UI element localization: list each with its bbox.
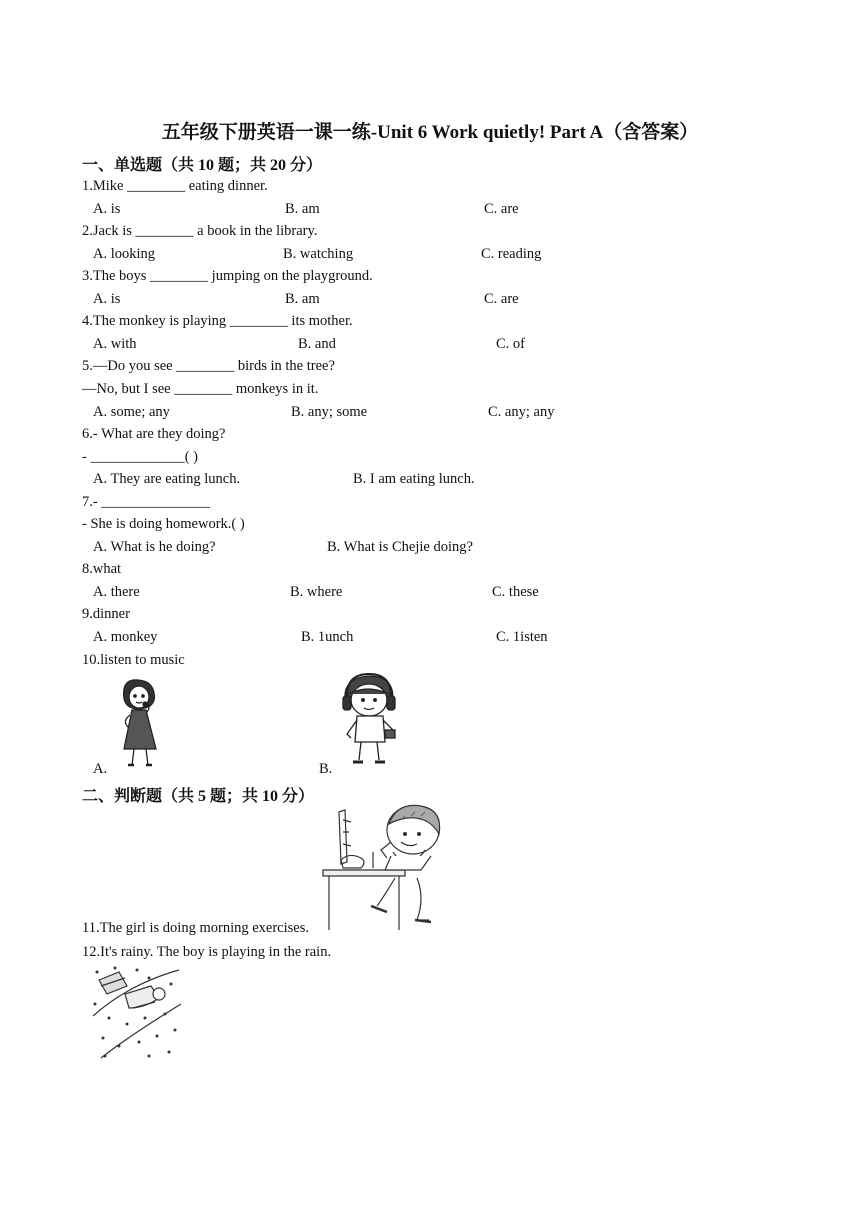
- question-stem-1: 1.Mike ________ eating dinner.: [82, 178, 268, 194]
- question-stem-12: 12.It's rainy. The boy is playing in the rain.: [82, 944, 332, 960]
- option-1a: A. is: [93, 201, 121, 217]
- boy-snow-illustration: [89, 964, 183, 1062]
- boy-at-desk-illustration: [321, 802, 451, 932]
- option-7b: B. What is Chejie doing?: [327, 539, 473, 555]
- option-8c: C. these: [492, 584, 539, 600]
- question-stem-3: 3.The boys ________ jumping on the playground.: [82, 268, 373, 284]
- option-2c: C. reading: [481, 246, 542, 262]
- question-stem-2: 2.Jack is ________ a book in the library.: [82, 223, 318, 239]
- question-stem-7: 7.- _______________: [82, 494, 211, 510]
- question-stem-4: 4.The monkey is playing ________ its mother.: [82, 313, 353, 329]
- question-stem-11: 11.The girl is doing morning exercises.: [82, 920, 309, 936]
- option-1b: B. am: [285, 201, 320, 217]
- question-stem-5: 5.—Do you see ________ birds in the tree?: [82, 358, 335, 374]
- option-4b: B. and: [298, 336, 336, 352]
- option-9a: A. monkey: [93, 629, 158, 645]
- question-stem-8: 8.what: [82, 561, 122, 577]
- option-9b: B. 1unch: [301, 629, 354, 645]
- option-5c: C. any; any: [488, 404, 555, 420]
- option-3a: A. is: [93, 291, 121, 307]
- option-5b: B. any; some: [291, 404, 368, 420]
- option-5a: A. some; any: [93, 404, 170, 420]
- option-6a: A. They are eating lunch.: [93, 471, 241, 487]
- question-stem-6b: - _____________( ): [82, 449, 198, 465]
- question-stem-10: 10.listen to music: [82, 652, 185, 668]
- option-2b: B. watching: [283, 246, 354, 262]
- option-4a: A. with: [93, 336, 137, 352]
- question-stem-6: 6.- What are they doing?: [82, 426, 226, 442]
- option-7a: A. What is he doing?: [93, 539, 216, 555]
- option-3c: C. are: [484, 291, 519, 307]
- boy-headphones-illustration: [337, 672, 405, 772]
- girl-singing-illustration: [112, 677, 168, 773]
- option-2a: A. looking: [93, 246, 156, 262]
- question-stem-5b: —No, but I see ________ monkeys in it.: [82, 381, 319, 397]
- option-3b: B. am: [285, 291, 320, 307]
- option-8b: B. where: [290, 584, 343, 600]
- option-9c: C. 1isten: [496, 629, 548, 645]
- question-stem-7b: - She is doing homework.( ): [82, 516, 245, 532]
- option-8a: A. there: [93, 584, 140, 600]
- page-title: 五年级下册英语一课一练-Unit 6 Work quietly! Part A（含答案）: [161, 122, 699, 143]
- section-heading-single-choice: 一、单选题（共 10 题；共 20 分）: [82, 157, 323, 174]
- option-6b: B. I am eating lunch.: [353, 471, 475, 487]
- option-10a: A.: [93, 761, 108, 777]
- option-1c: C. are: [484, 201, 519, 217]
- option-4c: C. of: [496, 336, 525, 352]
- section-heading-true-false: 二、判断题（共 5 题；共 10 分）: [82, 788, 315, 805]
- question-stem-9: 9.dinner: [82, 606, 130, 622]
- option-10b: B.: [319, 761, 333, 777]
